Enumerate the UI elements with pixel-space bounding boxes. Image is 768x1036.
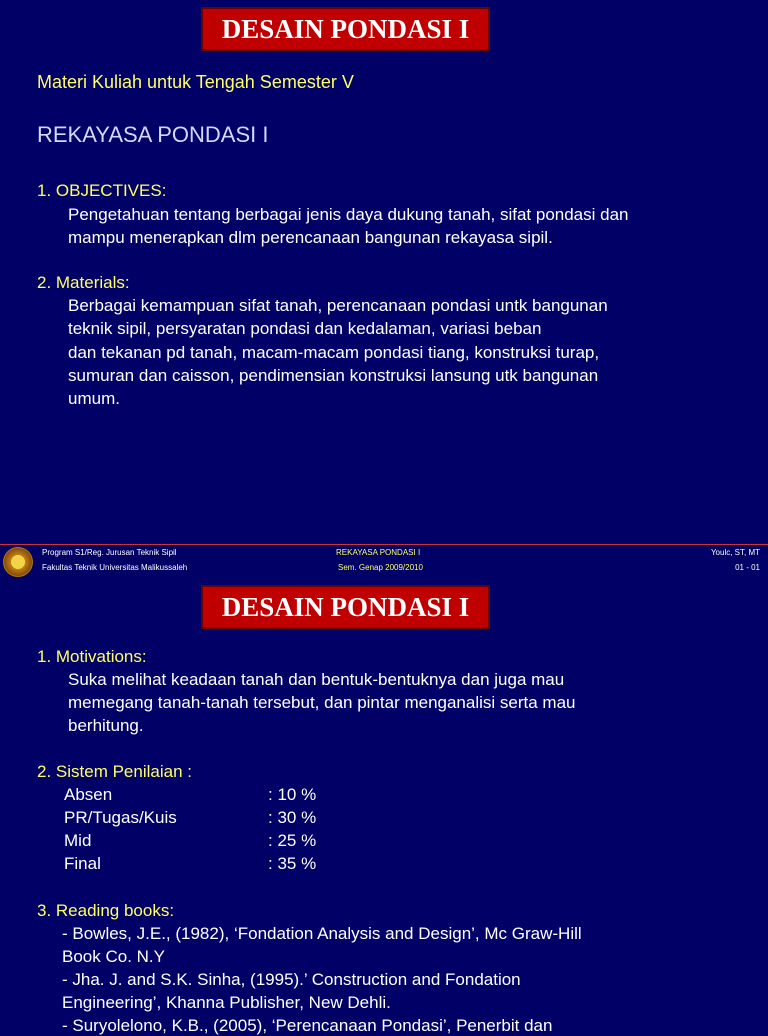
reading-line: Book Co. N.Y xyxy=(62,947,165,966)
slide-1-title: DESAIN PONDASI I xyxy=(201,7,490,51)
motivations-line: Suka melihat keadaan tanah dan bentuk-bentuknya dan juga mau xyxy=(68,670,565,689)
grading-row-value: : 25 % xyxy=(268,831,317,850)
course-heading: REKAYASA PONDASI I xyxy=(37,122,269,147)
grading-row-name: Final xyxy=(64,854,101,873)
materials-line: dan tekanan pd tanah, macam-macam pondasi tiang, konstruksi turap, xyxy=(68,343,600,362)
university-logo xyxy=(3,547,33,577)
objectives-label: 1. OBJECTIVES: xyxy=(37,181,167,200)
footer-author: Youlc, ST, MT xyxy=(710,548,760,557)
materials-line: sumuran dan caisson, pendimensian konstruksi lansung utk bangunan xyxy=(68,366,599,385)
motivations-line: berhitung. xyxy=(68,716,144,735)
motivations-line: memegang tanah-tanah tersebut, dan pintar menganalisi serta mau xyxy=(68,693,576,712)
reading-line: Engineering’, Khanna Publisher, New Dehli. xyxy=(62,993,391,1012)
footer-faculty: Fakultas Teknik Universitas Malikussaleh xyxy=(42,563,188,572)
reading-label: 3. Reading books: xyxy=(37,901,175,920)
reading-line: - Suryolelono, K.B., (2005), ‘Perencanaan Pondasi’, Penerbit dan xyxy=(62,1016,553,1035)
footer-course: REKAYASA PONDASI I xyxy=(336,548,421,557)
materials-line: teknik sipil, persyaratan pondasi dan kedalaman, variasi beban xyxy=(68,319,542,338)
grading-row-name: Mid xyxy=(64,831,92,850)
objectives-line: Pengetahuan tentang berbagai jenis daya dukung tanah, sifat pondasi dan xyxy=(68,205,629,224)
slide-2 xyxy=(0,577,768,1035)
grading-row-value: : 10 % xyxy=(268,785,317,804)
materials-line: Berbagai kemampuan sifat tanah, perencanaan pondasi untk bangunan xyxy=(68,296,608,315)
footer-page-number: 01 - 01 xyxy=(735,563,760,572)
objectives-line: mampu menerapkan dlm perencanaan bangunan rekayasa sipil. xyxy=(68,228,553,247)
footer-program: Program S1/Reg. Jurusan Teknik Sipil xyxy=(42,548,177,557)
grading-row-value: : 30 % xyxy=(268,808,317,827)
motivations-label: 1. Motivations: xyxy=(37,647,147,666)
grading-row-name: Absen xyxy=(64,785,113,804)
course-subtitle: Materi Kuliah untuk Tengah Semester V xyxy=(37,72,354,92)
materials-line: umum. xyxy=(68,389,120,408)
grading-label: 2. Sistem Penilaian : xyxy=(37,762,192,781)
grading-row-value: : 35 % xyxy=(268,854,317,873)
reading-line: - Jha. J. and S.K. Sinha, (1995).’ Construction and Fondation xyxy=(62,970,521,989)
footer-semester: Sem. Genap 2009/2010 xyxy=(338,563,423,572)
reading-line: - Bowles, J.E., (1982), ‘Fondation Analysis and Design’, Mc Graw-Hill xyxy=(62,924,582,943)
grading-row-name: PR/Tugas/Kuis xyxy=(64,808,177,827)
materials-label: 2. Materials: xyxy=(37,273,130,292)
slide-footer xyxy=(0,544,768,577)
slide-2-title: DESAIN PONDASI I xyxy=(201,585,490,629)
